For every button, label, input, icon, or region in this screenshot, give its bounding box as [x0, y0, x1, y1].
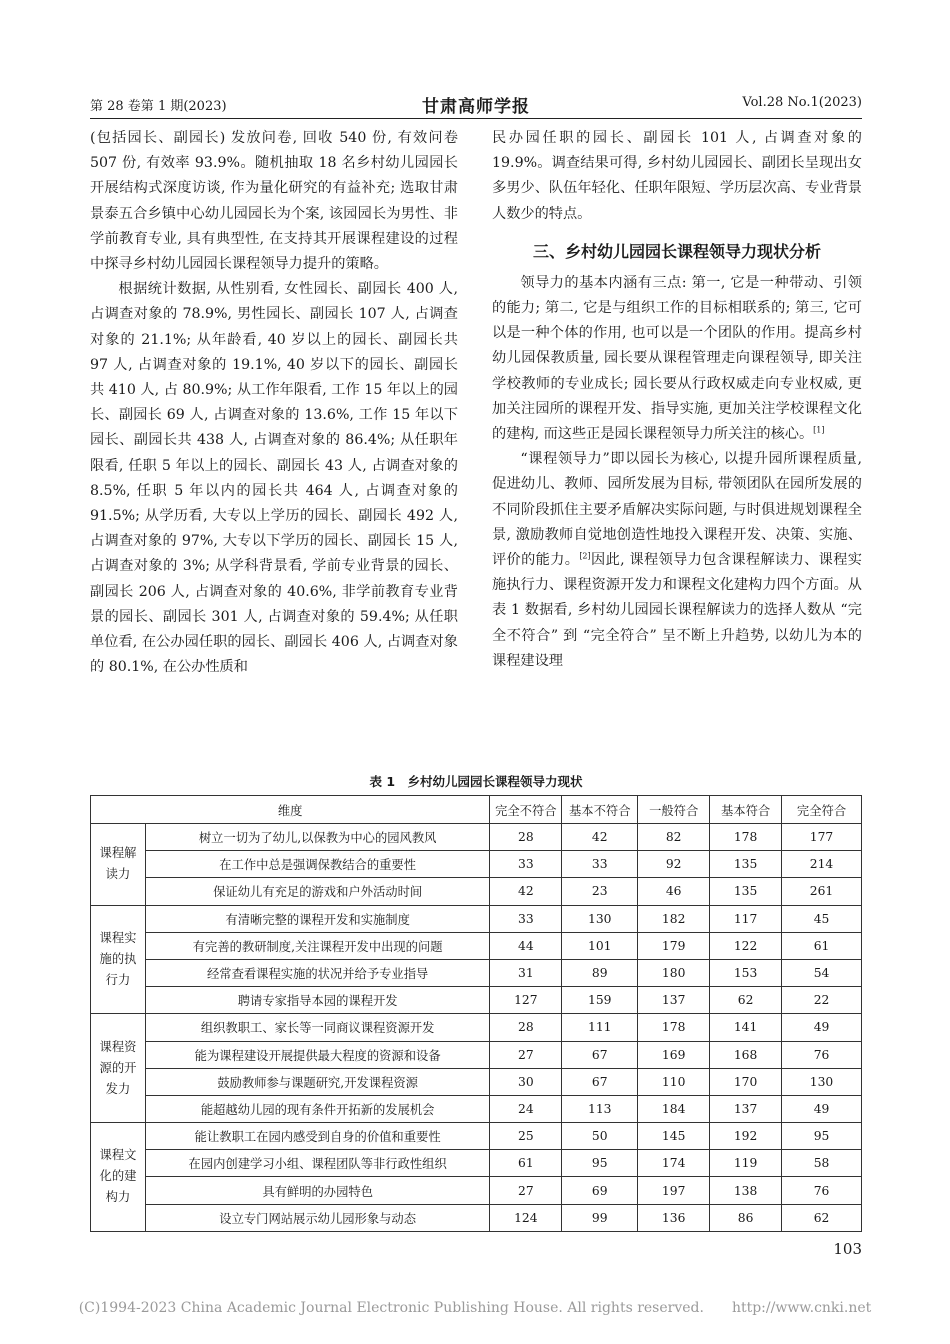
value-cell: 122	[710, 932, 782, 959]
value-cell: 136	[638, 1204, 710, 1231]
value-cell: 178	[638, 1014, 710, 1041]
item-cell: 树立一切为了幼儿,以保教为中心的园风教风	[145, 824, 489, 851]
value-cell: 61	[490, 1150, 562, 1177]
value-cell: 178	[710, 824, 782, 851]
paragraph: 根据统计数据, 从性别看, 女性园长、副园长 400 人, 占调查对象的 78.9%, 男性园长、副园长 107 人, 占调查对象的 21.1%; 从年龄看, 40 岁以上的园长、副园长共 97 人, 占调查对象的 19.1%, 40 岁以下的园长、副园长共 410 人, 占 80.9%; 从工作年限看, 工作 15 年以上的园长、副园长 69 人, 占调查对象的 13.6%, 工作 15 年以下园长、副园长共 438 人, 占调查对象的 86.4%; 从任职年限看, 任职 5 年以上的园长、副园长 43 人, 占调查对象的 8.5%, 任职 5 年以内的园长共 464 人, 占调查对象的 91.5%; 从学历看, 大专以上学历的园长、副园长 492 人, 占调查对象的 97%, 大专以下学历的园长、副园长 15 人, 占调查对象的 3%; 从学科背景看, 学前专业背景的园长、副园长 206 人, 占调查对象的 40.6%, 非学前教育专业背景的园长、副园长 301 人, 占调查对象的 59.4%; 从任职单位看, 在公办园任职的园长、副园长 406 人, 占调查对象的 80.1%, 在公办性质和	[90, 281, 458, 676]
table-row	[91, 1123, 862, 1150]
table-row	[91, 1177, 862, 1204]
value-cell: 30	[490, 1068, 562, 1095]
copyright-notice: (C)1994-2023 China Academic Journal Electronic Publishing House. All rights reserved. http://www.cnki.net	[78, 1300, 872, 1316]
value-cell: 127	[490, 987, 562, 1014]
column-header: 维度	[91, 796, 490, 824]
page-number: 103	[833, 1240, 862, 1258]
value-cell: 168	[710, 1041, 782, 1068]
value-cell: 138	[710, 1177, 782, 1204]
dimension-cell: 课程文化的建构力	[91, 1123, 146, 1232]
item-cell: 经常查看课程实施的状况并给予专业指导	[145, 959, 489, 986]
value-cell: 45	[782, 905, 862, 932]
item-cell: 能让教职工在园内感受到自身的价值和重要性	[145, 1123, 489, 1150]
item-cell: 有完善的教研制度,关注课程开发中出现的问题	[145, 932, 489, 959]
value-cell: 174	[638, 1150, 710, 1177]
dimension-cell: 课程实施的执行力	[91, 905, 146, 1014]
table-row	[91, 905, 862, 932]
value-cell: 145	[638, 1123, 710, 1150]
table-header-row	[91, 796, 862, 824]
running-header	[90, 92, 862, 116]
value-cell: 46	[638, 878, 710, 905]
header-volume-en: Vol.28 No.1(2023)	[742, 95, 862, 110]
value-cell: 179	[638, 932, 710, 959]
value-cell: 95	[782, 1123, 862, 1150]
value-cell: 50	[562, 1123, 638, 1150]
item-cell: 能超越幼儿园的现有条件开拓新的发展机会	[145, 1095, 489, 1122]
value-cell: 110	[638, 1068, 710, 1095]
value-cell: 159	[562, 987, 638, 1014]
value-cell: 180	[638, 959, 710, 986]
table-row	[91, 987, 862, 1014]
column-header: 一般符合	[638, 796, 710, 824]
left-column	[90, 126, 458, 680]
table-caption: 表 1 乡村幼儿园园长课程领导力现状	[369, 774, 583, 789]
value-cell: 135	[710, 878, 782, 905]
value-cell: 101	[562, 932, 638, 959]
paragraph-text: 领导力的基本内涵有三点: 第一, 它是一种带动、引领的能力; 第二, 它是与组织工作的目标相联系的; 第三, 它可以是一种个体的作用, 也可以是一个团队的作用。提高乡村幼儿园保教质量, 园长要从课程管理走向课程领导, 即关注学校教师的专业成长; 园长要从行政权威走向专业权威, 更加关注园所的课程开发、指导实施, 更加关注学校课程文化的建构, 而这些正是园长课程领导力所关注的核心。	[492, 274, 862, 443]
table-row	[91, 1068, 862, 1095]
value-cell: 24	[490, 1095, 562, 1122]
citation: [1]	[813, 425, 825, 435]
data-table	[90, 795, 862, 1232]
value-cell: 261	[782, 878, 862, 905]
item-cell: 在工作中总是强调保教结合的重要性	[145, 851, 489, 878]
value-cell: 22	[782, 987, 862, 1014]
value-cell: 61	[782, 932, 862, 959]
value-cell: 137	[638, 987, 710, 1014]
item-cell: 保证幼儿有充足的游戏和户外活动时间	[145, 878, 489, 905]
table-row	[91, 1095, 862, 1122]
value-cell: 141	[710, 1014, 782, 1041]
value-cell: 111	[562, 1014, 638, 1041]
value-cell: 62	[710, 987, 782, 1014]
value-cell: 192	[710, 1123, 782, 1150]
paragraph-text: 因此, 课程领导力包含课程解读力、课程实施执行力、课程资源开发力和课程文化建构力四个方面。从表 1 数据看, 乡村幼儿园园长课程解读力的选择人数从 “完全不符合” 到 “完全符合” 呈不断上升趋势, 以幼儿为本的课程建设理	[492, 552, 862, 669]
value-cell: 42	[490, 878, 562, 905]
value-cell: 25	[490, 1123, 562, 1150]
value-cell: 69	[562, 1177, 638, 1204]
value-cell: 117	[710, 905, 782, 932]
value-cell: 27	[490, 1177, 562, 1204]
table-row	[91, 878, 862, 905]
header-volume: 第 28 卷第 1 期(2023)	[90, 99, 227, 114]
value-cell: 182	[638, 905, 710, 932]
paragraph-text: “课程领导力”即以园长为核心, 以提升园所课程质量, 促进幼儿、教师、园所发展为目标, 带领团队在园所发展的不同阶段抓住主要矛盾解决实际问题, 与时俱进规划课程全景, 激励教师自觉地创造性地投入课程开发、决策、实施、评价的能力。	[492, 451, 862, 569]
value-cell: 28	[490, 1014, 562, 1041]
paragraph	[492, 271, 862, 447]
table-row	[91, 824, 862, 851]
item-cell: 设立专门网站展示幼儿园形象与动态	[145, 1204, 489, 1231]
table-row	[91, 1014, 862, 1041]
value-cell: 169	[638, 1041, 710, 1068]
value-cell: 67	[562, 1068, 638, 1095]
paragraph: (包括园长、副园长) 发放问卷, 回收 540 份, 有效问卷 507 份, 有效率 93.9%。随机抽取 18 名乡村幼儿园园长开展结构式深度访谈, 作为量化研究的有益补充; 选取甘肃景泰五合乡镇中心幼儿园园长为个案, 该园园长为男性、非学前教育专业, 具有典型性, 在支持其开展课程建设的过程中探寻乡村幼儿园园长课程领导力提升的策略。	[90, 130, 458, 273]
value-cell: 89	[562, 959, 638, 986]
citation: [2]	[579, 551, 591, 561]
value-cell: 33	[562, 851, 638, 878]
table-row	[91, 932, 862, 959]
section-heading: 三、乡村幼儿园园长课程领导力现状分析	[532, 241, 821, 261]
value-cell: 27	[490, 1041, 562, 1068]
value-cell: 92	[638, 851, 710, 878]
item-cell: 具有鲜明的办园特色	[145, 1177, 489, 1204]
value-cell: 95	[562, 1150, 638, 1177]
table-row	[91, 851, 862, 878]
value-cell: 113	[562, 1095, 638, 1122]
value-cell: 177	[782, 824, 862, 851]
right-column	[492, 126, 862, 674]
value-cell: 82	[638, 824, 710, 851]
value-cell: 28	[490, 824, 562, 851]
value-cell: 76	[782, 1041, 862, 1068]
item-cell: 聘请专家指导本园的课程开发	[145, 987, 489, 1014]
value-cell: 99	[562, 1204, 638, 1231]
dimension-cell: 课程资源的开发力	[91, 1014, 146, 1123]
value-cell: 54	[782, 959, 862, 986]
table-row	[91, 1041, 862, 1068]
column-header: 完全符合	[782, 796, 862, 824]
table-row	[91, 1150, 862, 1177]
item-cell: 鼓励教师参与课题研究,开发课程资源	[145, 1068, 489, 1095]
item-cell: 有清晰完整的课程开发和实施制度	[145, 905, 489, 932]
value-cell: 184	[638, 1095, 710, 1122]
value-cell: 153	[710, 959, 782, 986]
value-cell: 130	[562, 905, 638, 932]
value-cell: 58	[782, 1150, 862, 1177]
header-rule	[90, 118, 862, 119]
paragraph	[492, 447, 862, 674]
value-cell: 119	[710, 1150, 782, 1177]
value-cell: 76	[782, 1177, 862, 1204]
table-row	[91, 959, 862, 986]
value-cell: 23	[562, 878, 638, 905]
column-header: 基本不符合	[562, 796, 638, 824]
value-cell: 86	[710, 1204, 782, 1231]
table-row	[91, 1204, 862, 1231]
column-header: 完全不符合	[490, 796, 562, 824]
value-cell: 67	[562, 1041, 638, 1068]
paragraph: 民办园任职的园长、副园长 101 人, 占调查对象的 19.9%。调查结果可得, 乡村幼儿园园长、副团长呈现出女多男少、队伍年轻化、任职年限短、学历层次高、专业背景人数少的特点。	[492, 130, 862, 222]
value-cell: 33	[490, 905, 562, 932]
item-cell: 在园内创建学习小组、课程团队等非行政性组织	[145, 1150, 489, 1177]
value-cell: 124	[490, 1204, 562, 1231]
journal-title: 甘肃高师学报	[422, 97, 530, 117]
value-cell: 197	[638, 1177, 710, 1204]
value-cell: 31	[490, 959, 562, 986]
value-cell: 49	[782, 1014, 862, 1041]
value-cell: 137	[710, 1095, 782, 1122]
column-header: 基本符合	[710, 796, 782, 824]
value-cell: 135	[710, 851, 782, 878]
value-cell: 214	[782, 851, 862, 878]
value-cell: 130	[782, 1068, 862, 1095]
dimension-cell: 课程解读力	[91, 824, 146, 906]
value-cell: 62	[782, 1204, 862, 1231]
value-cell: 49	[782, 1095, 862, 1122]
value-cell: 33	[490, 851, 562, 878]
item-cell: 组织教职工、家长等一同商议课程资源开发	[145, 1014, 489, 1041]
item-cell: 能为课程建设开展提供最大程度的资源和设备	[145, 1041, 489, 1068]
value-cell: 44	[490, 932, 562, 959]
value-cell: 170	[710, 1068, 782, 1095]
value-cell: 42	[562, 824, 638, 851]
